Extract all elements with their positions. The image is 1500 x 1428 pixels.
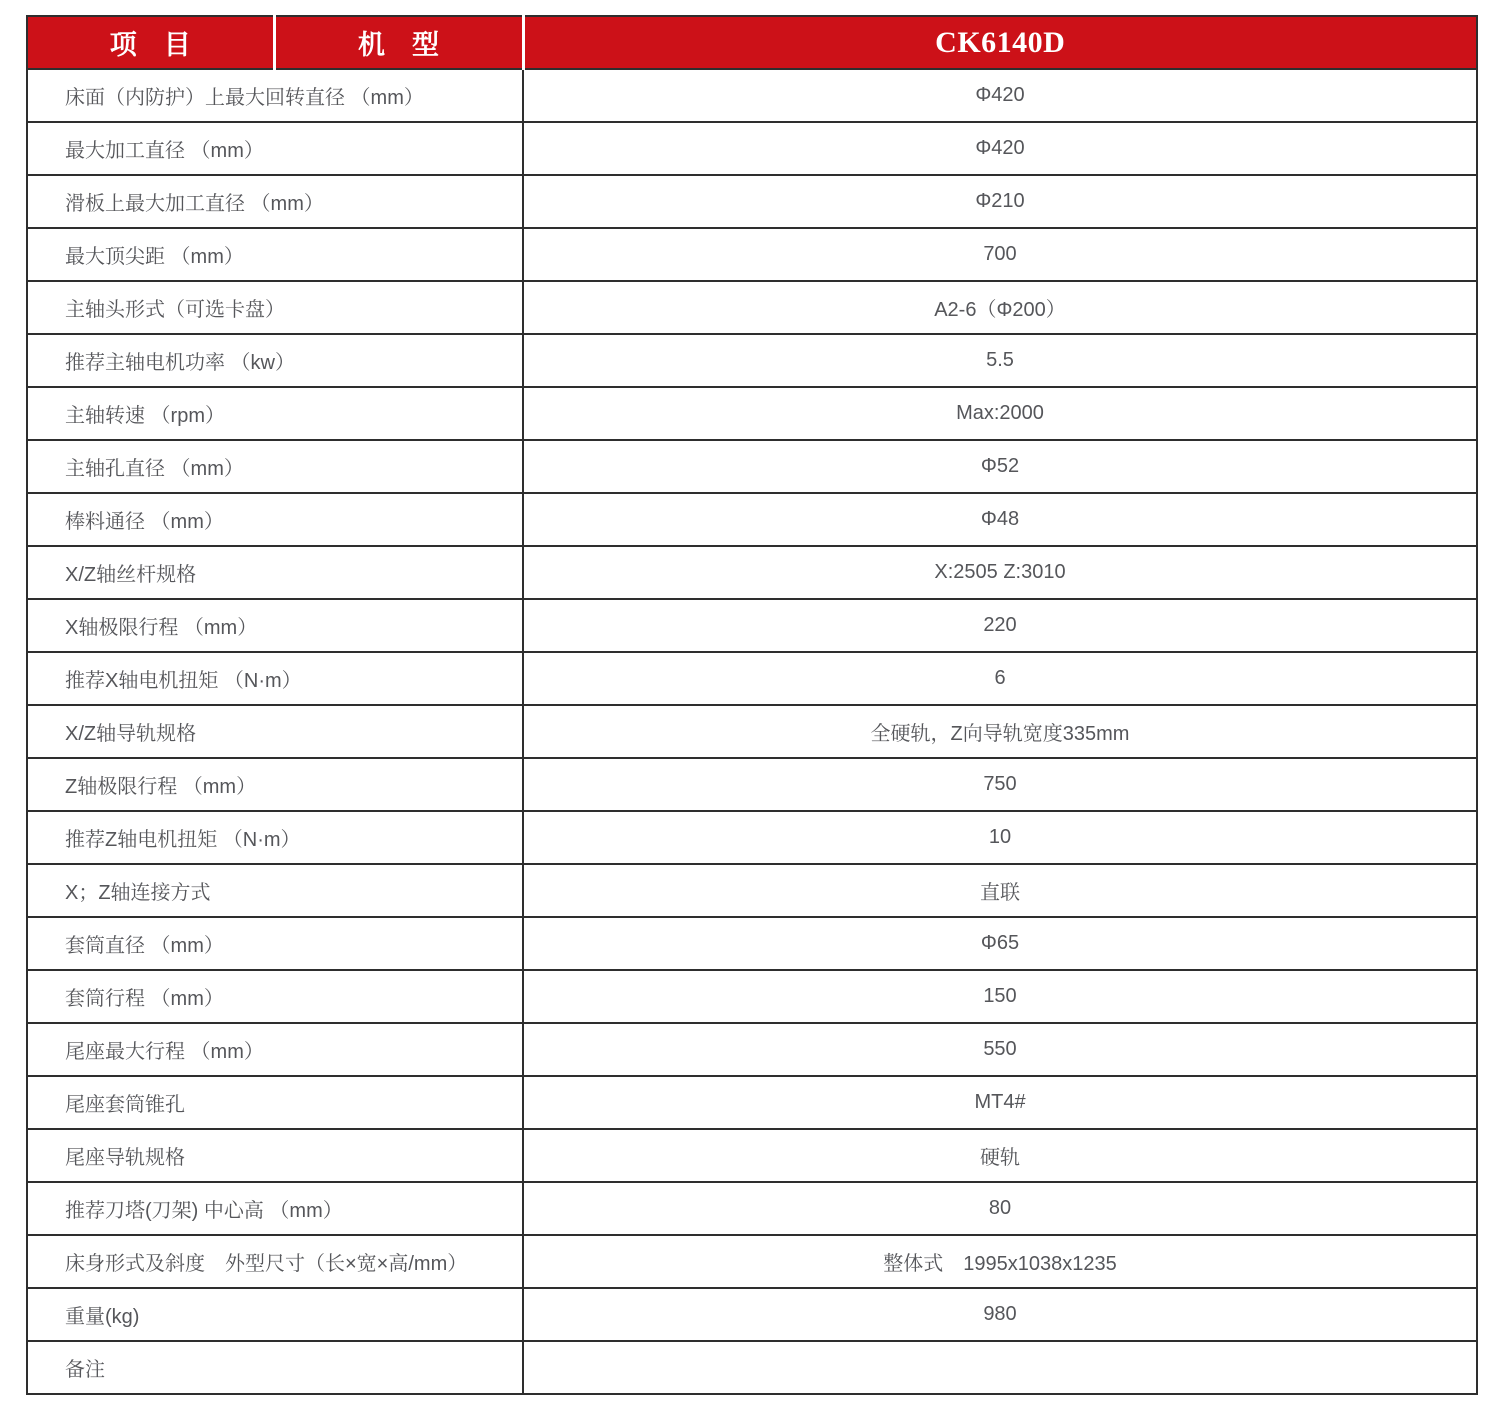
spec-value-cell: 全硬轨，Z向导轨宽度335mm (523, 705, 1477, 758)
spec-value-cell: Φ52 (523, 440, 1477, 493)
spec-label-cell: 主轴转速 （rpm） (27, 387, 523, 440)
spec-value-cell: 980 (523, 1288, 1477, 1341)
spec-value-cell: Max:2000 (523, 387, 1477, 440)
spec-value-cell: X:2505 Z:3010 (523, 546, 1477, 599)
spec-label-cell: 推荐刀塔(刀架) 中心高 （mm） (27, 1182, 523, 1235)
table-row (27, 1182, 1477, 1235)
spec-table-body (27, 69, 1477, 1394)
spec-value-cell: Φ420 (523, 69, 1477, 122)
spec-value-cell: MT4# (523, 1076, 1477, 1129)
spec-label-cell: 尾座最大行程 （mm） (27, 1023, 523, 1076)
spec-label-cell: 主轴头形式（可选卡盘） (27, 281, 523, 334)
spec-value-cell: 6 (523, 652, 1477, 705)
spec-value-cell: 硬轨 (523, 1129, 1477, 1182)
header-item-label: 项 目 (27, 16, 274, 69)
table-row (27, 811, 1477, 864)
table-row (27, 440, 1477, 493)
spec-value-cell: 直联 (523, 864, 1477, 917)
table-row (27, 69, 1477, 122)
table-row (27, 1129, 1477, 1182)
header-model-name: CK6140D (523, 16, 1477, 69)
table-row (27, 1288, 1477, 1341)
table-row (27, 281, 1477, 334)
table-row (27, 228, 1477, 281)
spec-label-cell: 推荐主轴电机功率 （kw） (27, 334, 523, 387)
spec-label-cell: 尾座套筒锥孔 (27, 1076, 523, 1129)
spec-value-cell: A2-6（Φ200） (523, 281, 1477, 334)
spec-table (26, 15, 1478, 1395)
spec-value-cell: Φ420 (523, 122, 1477, 175)
spec-value-cell: 550 (523, 1023, 1477, 1076)
spec-value-cell: 5.5 (523, 334, 1477, 387)
table-row (27, 1023, 1477, 1076)
spec-value-cell: 220 (523, 599, 1477, 652)
spec-label-cell: 推荐X轴电机扭矩 （N·m） (27, 652, 523, 705)
table-row (27, 493, 1477, 546)
table-row (27, 1341, 1477, 1394)
table-row (27, 705, 1477, 758)
spec-label-cell: 主轴孔直径 （mm） (27, 440, 523, 493)
spec-label-cell: 最大加工直径 （mm） (27, 122, 523, 175)
spec-value-cell: 750 (523, 758, 1477, 811)
spec-label-cell: Z轴极限行程 （mm） (27, 758, 523, 811)
spec-value-cell: 700 (523, 228, 1477, 281)
table-header-row (27, 16, 1477, 69)
spec-label-cell: X；Z轴连接方式 (27, 864, 523, 917)
spec-value-cell: 整体式 1995x1038x1235 (523, 1235, 1477, 1288)
table-row (27, 1235, 1477, 1288)
table-row (27, 546, 1477, 599)
spec-value-cell: Φ65 (523, 917, 1477, 970)
spec-label-cell: 床身形式及斜度 外型尺寸（长×宽×高/mm） (27, 1235, 523, 1288)
spec-label-cell: 套筒行程 （mm） (27, 970, 523, 1023)
spec-label-cell: 重量(kg) (27, 1288, 523, 1341)
spec-label-cell: 滑板上最大加工直径 （mm） (27, 175, 523, 228)
spec-label-cell: 套筒直径 （mm） (27, 917, 523, 970)
spec-value-cell: Φ48 (523, 493, 1477, 546)
table-row (27, 1076, 1477, 1129)
spec-label-cell: 备注 (27, 1341, 523, 1394)
spec-value-cell (523, 1341, 1477, 1394)
spec-value-cell: 80 (523, 1182, 1477, 1235)
table-row (27, 122, 1477, 175)
header-model-label: 机 型 (274, 16, 523, 69)
spec-value-cell: Φ210 (523, 175, 1477, 228)
table-row (27, 864, 1477, 917)
table-row (27, 334, 1477, 387)
spec-label-cell: 最大顶尖距 （mm） (27, 228, 523, 281)
table-row (27, 175, 1477, 228)
table-row (27, 917, 1477, 970)
spec-label-cell: X轴极限行程 （mm） (27, 599, 523, 652)
table-row (27, 758, 1477, 811)
spec-value-cell: 150 (523, 970, 1477, 1023)
spec-label-cell: 棒料通径 （mm） (27, 493, 523, 546)
spec-label-cell: 推荐Z轴电机扭矩 （N·m） (27, 811, 523, 864)
spec-label-cell: 床面（内防护）上最大回转直径 （mm） (27, 69, 523, 122)
table-row (27, 599, 1477, 652)
spec-label-cell: X/Z轴导轨规格 (27, 705, 523, 758)
spec-label-cell: X/Z轴丝杆规格 (27, 546, 523, 599)
table-row (27, 652, 1477, 705)
spec-value-cell: 10 (523, 811, 1477, 864)
table-row (27, 387, 1477, 440)
table-row (27, 970, 1477, 1023)
spec-label-cell: 尾座导轨规格 (27, 1129, 523, 1182)
